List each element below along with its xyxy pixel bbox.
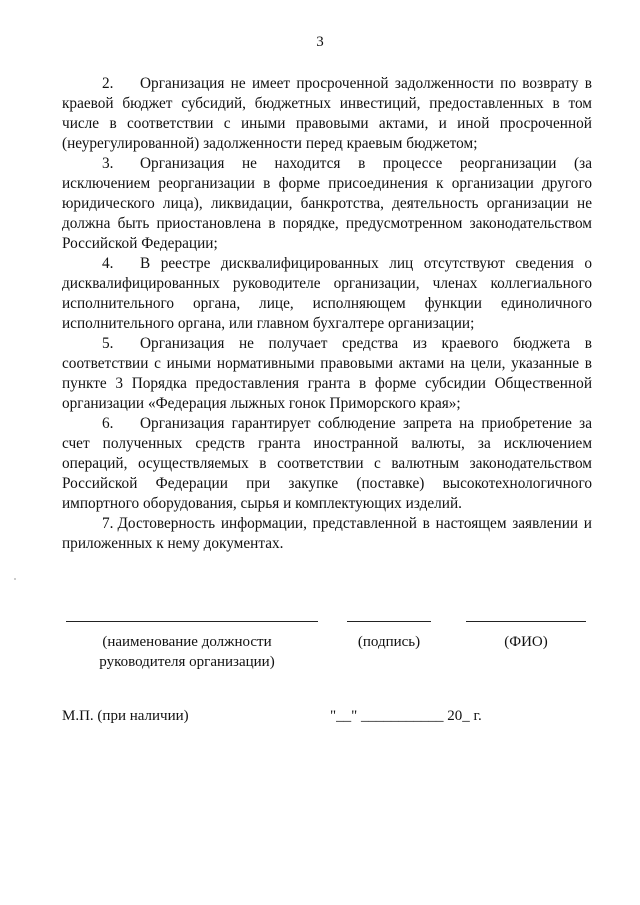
paragraph-number: 5. xyxy=(102,335,114,352)
date-field: "__" ___________ 20_ г. xyxy=(330,708,482,724)
paragraph-number: 7. xyxy=(102,515,114,532)
paragraph-number: 3. xyxy=(102,155,114,172)
paragraph-text: В реестре дисквалифицированных лиц отсутствуют сведения о дисквалифицированных руководителе организации, членах коллегиального исполнительного органа, лице, исполняющем функции единоличного исполнительного органа, или главном бухгалтере организации; xyxy=(62,255,592,332)
position-caption: (наименование должности руководителя организации) xyxy=(99,634,275,670)
paragraph-text: Организация не находится в процессе реорганизации (за исключением реорганизации в форме присоединения к организации другого юридического лица), ликвидации, банкротства, деятельность организации не должна быть приостановлена в порядке, предусмотренном законодательством Российской Федерации; xyxy=(62,155,592,252)
signature-caption: (подпись) xyxy=(357,634,421,650)
stamp-label: М.П. (при наличии) xyxy=(62,708,189,724)
paragraph-5 xyxy=(62,334,592,414)
paragraph-text: Достоверность информации, представленной в настоящем заявлении и приложенных к нему документах. xyxy=(62,515,592,552)
paragraph-text: Организация гарантирует соблюдение запрета на приобретение за счет полученных средств гранта иностранной валюты, за исключением операций, осуществляемых в соответствии с валютным законодательством Российской Федерации при закупке (поставке) высокотехнологичного импортного оборудования, сырья и комплектующих изделий. xyxy=(62,415,592,512)
paragraph-number: 4. xyxy=(102,255,114,272)
paragraph-text: Организация не получает средства из краевого бюджета в соответствии с иными нормативными правовыми актами на цели, указанные в пункте 3 Порядка предоставления гранта в форме субсидии Общественной организации «Федерация лыжных гонок Приморского края»; xyxy=(62,335,592,412)
paragraph-text: Организация не имеет просроченной задолженности по возврату в краевой бюджет субсидий, бюджетных инвестиций, предоставленных в том числе в соответствии с иными правовыми актами, и иной просроченной (неурегулированной) задолженности перед краевым бюджетом; xyxy=(62,75,592,152)
paragraph-7 xyxy=(62,514,592,554)
signature-line xyxy=(347,621,431,622)
paragraph-4 xyxy=(62,254,592,334)
position-signature-line xyxy=(66,621,318,622)
name-caption: (ФИО) xyxy=(504,634,548,650)
body-text xyxy=(62,74,592,554)
name-signature-line xyxy=(466,621,586,622)
page-number: 3 xyxy=(316,34,324,50)
paragraph-number: 6. xyxy=(102,415,114,432)
paragraph-6 xyxy=(62,414,592,514)
scan-artifact xyxy=(14,578,16,580)
paragraph-3 xyxy=(62,154,592,254)
paragraph-2 xyxy=(62,74,592,154)
paragraph-number: 2. xyxy=(102,75,114,92)
